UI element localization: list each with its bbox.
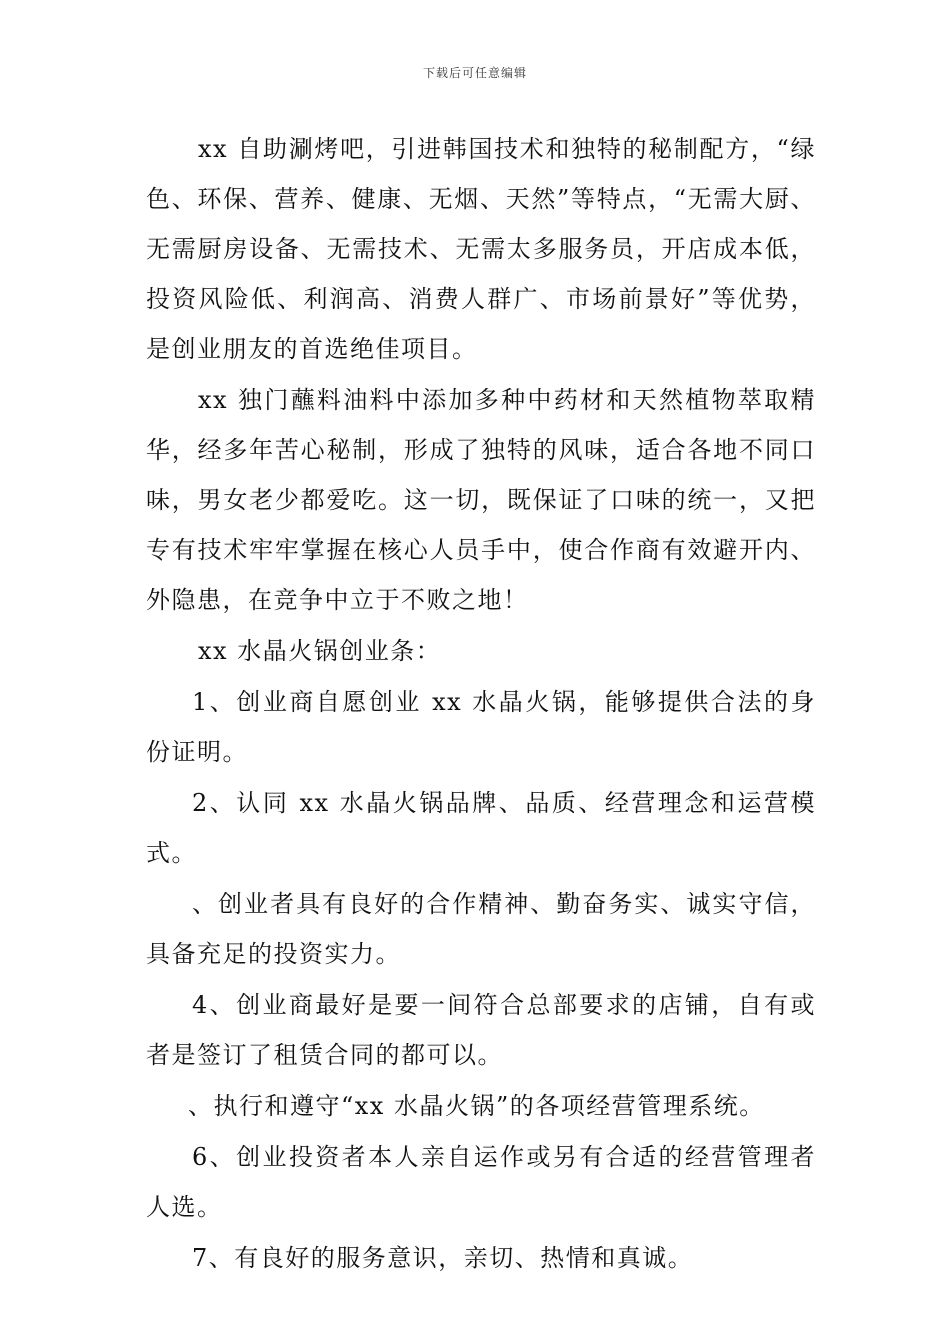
condition-item-4: 4、创业商最好是要一间符合总部要求的店铺，自有或者是签订了租赁合同的都可以。	[146, 991, 816, 1069]
paragraph-intro: xx 自助涮烤吧，引进韩国技术和独特的秘制配方，“绿色、环保、营养、健康、无烟、天然”等特点，“无需大厨、无需厨房设备、无需技术、无需太多服务员，开店成本低，投资风险低、利润高、消费人群广、市场前景好”等优势，是创业朋友的首选绝佳项目。	[146, 135, 816, 363]
condition-item-5: 、执行和遵守“xx 水晶火锅”的各项经营管理系统。	[188, 1092, 765, 1120]
paragraph-sauce: xx 独门蘸料油料中添加多种中药材和天然植物萃取精华，经多年苦心秘制，形成了独特的风味，适合各地不同口味，男女老少都爱吃。这一切，既保证了口味的统一，又把专有技术牢牢掌握在核心人员手中，使合作商有效避开内、外隐患，在竞争中立于不败之地！	[146, 386, 816, 614]
condition-item-7: 7、有良好的服务意识，亲切、热情和真诚。	[192, 1244, 694, 1272]
condition-item-6: 6、创业投资者本人亲自运作或另有合适的经营管理者人选。	[146, 1143, 816, 1221]
condition-item-3: 、创业者具有良好的合作精神、勤奋务实、诚实守信，具备充足的投资实力。	[146, 890, 816, 968]
document-body	[146, 124, 816, 1284]
page-header-note: 下载后可任意编辑	[422, 66, 527, 80]
paragraph-conditions-heading: xx 水晶火锅创业条：	[198, 637, 442, 665]
condition-item-2: 2、认同 xx 水晶火锅品牌、品质、经营理念和运营模式。	[146, 789, 816, 867]
condition-item-1: 1、创业商自愿创业 xx 水晶火锅，能够提供合法的身份证明。	[146, 688, 816, 766]
